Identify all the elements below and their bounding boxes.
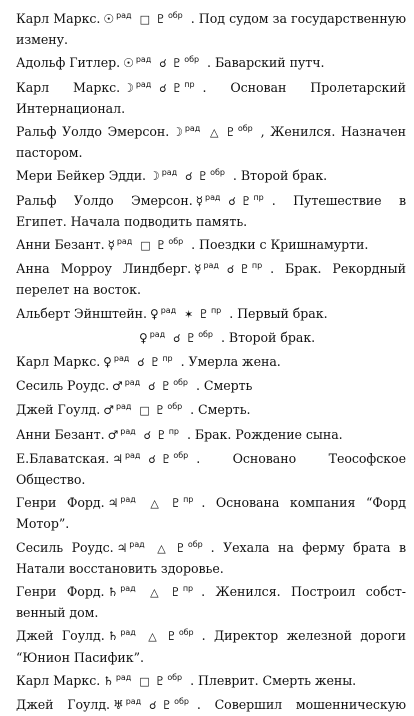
event-text: . Баварский путч.	[207, 55, 325, 71]
pluto-symbol-icon: ♇	[160, 379, 172, 394]
continuation-text: “Юнион Пасифик”.	[16, 649, 144, 665]
event-text: . Смерть	[195, 378, 253, 394]
radix-superscript: рад	[161, 168, 178, 178]
event-text: , Женился. Назначен	[260, 124, 406, 140]
direction-superscript: пр	[210, 305, 222, 315]
event-text: . Первый брак.	[229, 305, 328, 321]
direction-superscript: пр	[251, 261, 263, 271]
pluto-symbol-icon: ♇	[156, 427, 167, 442]
text-line-entry	[16, 188, 406, 212]
planet-symbol-icon: ♄	[107, 629, 119, 644]
direction-superscript: обр	[173, 450, 189, 460]
pluto-symbol-icon: ♇	[154, 673, 166, 688]
aspect-symbol-icon: □	[139, 13, 151, 26]
aspect-symbol-icon: ☌	[143, 428, 152, 442]
pluto-symbol-icon: ♇	[239, 262, 250, 277]
direction-superscript: обр	[178, 628, 194, 638]
pluto-symbol-icon: ♇	[154, 403, 166, 418]
person-name: Джей Гоулд.	[16, 402, 101, 418]
text-line-entry	[16, 75, 406, 99]
event-text: . Второй брак.	[220, 329, 316, 345]
pluto-symbol-icon: ♇	[160, 451, 172, 466]
person-name: Мери Бейкер Эдди.	[16, 168, 146, 184]
text-line-entry	[16, 6, 406, 30]
radix-superscript: рад	[116, 11, 132, 20]
direction-superscript: обр	[174, 697, 189, 707]
text-line-continuation	[16, 648, 406, 668]
planet-symbol-icon: ♅	[112, 698, 124, 713]
pluto-symbol-icon: ♇	[166, 629, 177, 644]
continuation-text: Интернационал.	[16, 100, 126, 116]
aspect-symbol-icon: □	[139, 674, 150, 688]
direction-superscript: пр	[182, 584, 194, 594]
text-line-continuation	[16, 99, 406, 119]
event-text: . Брак. Рождение сына.	[186, 426, 343, 442]
radix-superscript: рад	[184, 124, 201, 134]
direction-superscript: обр	[237, 124, 253, 134]
radix-superscript: рад	[116, 237, 133, 247]
person-name: Сесиль Роудс.	[16, 378, 110, 394]
event-text: . Основано Теософское	[196, 450, 406, 466]
radix-superscript: рад	[115, 672, 132, 682]
event-text: . Уехала на ферму брата в	[210, 539, 406, 555]
event-text: . Основана компания “Форд	[201, 495, 406, 511]
pluto-symbol-icon: ♇	[225, 125, 236, 140]
event-text: . Директор железной дороги	[201, 628, 406, 644]
text-line-entry	[16, 50, 406, 74]
radix-superscript: рад	[113, 354, 130, 364]
radix-superscript: рад	[120, 495, 136, 505]
person-name: Джей Гоулд.	[16, 697, 110, 713]
direction-superscript: пр	[183, 495, 194, 505]
radix-superscript: рад	[203, 261, 219, 271]
direction-superscript: обр	[210, 168, 225, 178]
continuation-text: Общество.	[16, 472, 86, 488]
aspect-symbol-icon: ☌	[148, 380, 156, 394]
planet-symbol-icon: ☿	[195, 193, 204, 208]
event-text: . Женился. Построил собст-	[201, 584, 406, 600]
pluto-symbol-icon: ♇	[170, 496, 182, 511]
planet-symbol-icon: ♀	[103, 355, 112, 370]
radix-superscript: рад	[160, 305, 177, 315]
aspect-symbol-icon: △	[208, 126, 221, 140]
direction-superscript: обр	[187, 539, 203, 549]
aspect-symbol-icon: ✶	[184, 307, 194, 321]
text-line-entry	[16, 397, 406, 421]
pluto-symbol-icon: ♇	[171, 80, 183, 95]
text-line-entry	[16, 325, 406, 349]
aspect-symbol-icon: ☌	[159, 57, 167, 71]
planet-symbol-icon: ☽	[172, 125, 183, 140]
aspect-symbol-icon: △	[143, 586, 166, 600]
pluto-symbol-icon: ♇	[155, 12, 166, 26]
person-name: Генри Форд.	[16, 584, 105, 600]
radix-superscript: рад	[115, 402, 132, 412]
text-line-continuation	[16, 280, 406, 300]
direction-superscript: пр	[168, 426, 179, 436]
text-line-continuation	[16, 212, 406, 232]
person-name: Ральф Уолдо Эмерсон.	[16, 192, 193, 208]
text-line-entry	[16, 446, 406, 470]
aspect-symbol-icon: △	[143, 630, 162, 644]
text-line-continuation	[16, 514, 406, 534]
event-text: . Под судом за государственную	[190, 11, 406, 26]
text-line-continuation	[16, 470, 406, 490]
event-text: . Второй брак.	[232, 168, 328, 184]
pluto-symbol-icon: ♇	[198, 306, 209, 321]
text-line-entry	[16, 692, 406, 716]
planet-symbol-icon: ♀	[139, 330, 148, 345]
continuation-text: измену.	[16, 32, 68, 48]
pluto-symbol-icon: ♇	[171, 56, 183, 71]
direction-superscript: обр	[167, 11, 183, 20]
text-line-entry	[16, 535, 406, 559]
direction-superscript: пр	[184, 79, 195, 89]
planet-symbol-icon: ♂	[107, 427, 119, 442]
event-text: . Поездки с Кришнамурти.	[191, 237, 369, 253]
radix-superscript: рад	[124, 378, 141, 388]
text-line-entry	[16, 422, 406, 446]
direction-superscript: пр	[162, 354, 173, 364]
person-name: Адольф Гитлер.	[16, 55, 121, 71]
text-line-entry	[16, 490, 406, 514]
pluto-symbol-icon: ♇	[197, 169, 209, 184]
radix-superscript: рад	[205, 192, 221, 202]
text-line-continuation	[16, 559, 406, 579]
aspect-symbol-icon: ☌	[173, 331, 181, 345]
direction-superscript: обр	[198, 329, 213, 339]
planet-symbol-icon: ♄	[103, 673, 114, 688]
text-line-entry	[16, 623, 406, 647]
pluto-symbol-icon: ♇	[170, 585, 181, 600]
radix-superscript: рад	[120, 426, 136, 436]
person-name: Карл Маркс.	[16, 354, 101, 370]
text-line-continuation	[16, 30, 406, 50]
pluto-symbol-icon: ♇	[155, 238, 167, 253]
person-name: Е.Блаватская.	[16, 450, 110, 466]
pluto-symbol-icon: ♇	[161, 698, 173, 713]
text-line-entry	[16, 668, 406, 692]
event-text: . Плеврит. Смерть жены.	[190, 672, 357, 688]
person-name: Карл Маркс.	[16, 672, 101, 688]
direction-superscript: обр	[184, 55, 200, 65]
aspect-symbol-icon: △	[152, 541, 171, 555]
planet-symbol-icon: ♀	[149, 306, 159, 321]
continuation-text: пастором.	[16, 145, 83, 161]
pluto-symbol-icon: ♇	[149, 355, 161, 370]
event-text: . Смерть.	[190, 402, 251, 418]
continuation-text: Мотор”.	[16, 516, 70, 532]
event-text: . Основан Пролетарский	[202, 79, 406, 95]
planet-symbol-icon: ♄	[107, 585, 119, 600]
continuation-text: Египет. Начала подводить память.	[16, 213, 248, 229]
radix-superscript: рад	[120, 584, 136, 594]
radix-superscript: рад	[125, 697, 142, 707]
planet-symbol-icon: ♂	[112, 379, 123, 394]
pluto-symbol-icon: ♇	[185, 330, 197, 345]
direction-superscript: обр	[167, 672, 183, 682]
text-line-continuation	[16, 143, 406, 163]
aspect-symbol-icon: ☌	[137, 356, 145, 370]
person-name: Анни Безант.	[16, 426, 105, 442]
continuation-text: венный дом.	[16, 605, 99, 621]
radix-superscript: рад	[120, 628, 136, 638]
planet-symbol-icon: ♃	[107, 496, 119, 511]
text-line-entry	[16, 349, 406, 373]
planet-symbol-icon: ♃	[116, 540, 128, 555]
text-line-entry	[16, 579, 406, 603]
planet-symbol-icon: ☿	[107, 238, 115, 253]
event-text: . Путешествие в	[271, 192, 406, 208]
direction-superscript: пр	[253, 192, 264, 202]
text-line-continuation	[16, 603, 406, 623]
aspect-symbol-icon: △	[143, 497, 166, 511]
aspect-symbol-icon: ☌	[228, 194, 236, 208]
text-line-entry	[16, 163, 406, 187]
direction-superscript: обр	[173, 378, 188, 388]
planet-symbol-icon: ☽	[149, 169, 160, 184]
planet-symbol-icon: ☽	[123, 80, 134, 95]
text-line-entry	[16, 232, 406, 256]
continuation-text: перелет на восток.	[16, 282, 141, 298]
radix-superscript: рад	[124, 450, 141, 460]
continuation-text: Натали восстановить здоровье.	[16, 560, 224, 576]
planet-symbol-icon: ☉	[123, 56, 134, 71]
aspect-symbol-icon: □	[140, 239, 151, 253]
planet-symbol-icon: ♃	[112, 451, 123, 466]
text-line-entry	[16, 373, 406, 397]
radix-superscript: рад	[135, 79, 152, 89]
planet-symbol-icon: ☉	[103, 12, 115, 26]
text-line-entry	[16, 256, 406, 280]
event-text: . Совершил мошенническую	[196, 697, 406, 713]
person-name: Карл Маркс.	[16, 79, 121, 95]
direction-superscript: обр	[167, 402, 183, 412]
pluto-symbol-icon: ♇	[240, 193, 252, 208]
aspect-symbol-icon: □	[139, 404, 150, 418]
aspect-symbol-icon: ☌	[226, 263, 235, 277]
person-name: Джей Гоулд.	[16, 628, 105, 644]
radix-superscript: рад	[129, 539, 145, 549]
person-name: Карл Маркс.	[16, 11, 101, 26]
person-name: Генри Форд.	[16, 495, 105, 511]
person-name: Анна Морроу Линдберг.	[16, 261, 192, 277]
aspect-symbol-icon: ☌	[148, 452, 156, 466]
planet-symbol-icon: ♂	[103, 403, 114, 418]
event-text: . Умерла жена.	[180, 354, 281, 370]
aspect-symbol-icon: ☌	[159, 81, 167, 95]
aspect-symbol-icon: ☌	[149, 699, 157, 713]
text-line-entry	[16, 119, 406, 143]
event-text: . Брак. Рекордный	[270, 261, 406, 277]
text-line-entry	[16, 301, 406, 325]
planet-symbol-icon: ☿	[194, 262, 202, 277]
person-name: Сесиль Роудс.	[16, 539, 114, 555]
pluto-symbol-icon: ♇	[175, 540, 186, 555]
radix-superscript: рад	[149, 329, 166, 339]
direction-superscript: обр	[168, 237, 184, 247]
person-name: Анни Безант.	[16, 237, 105, 253]
aspect-symbol-icon: ☌	[185, 170, 193, 184]
radix-superscript: рад	[135, 55, 152, 65]
person-name: Ральф Уолдо Эмерсон.	[16, 124, 170, 140]
person-name: Альберт Эйнштейн.	[16, 305, 147, 321]
